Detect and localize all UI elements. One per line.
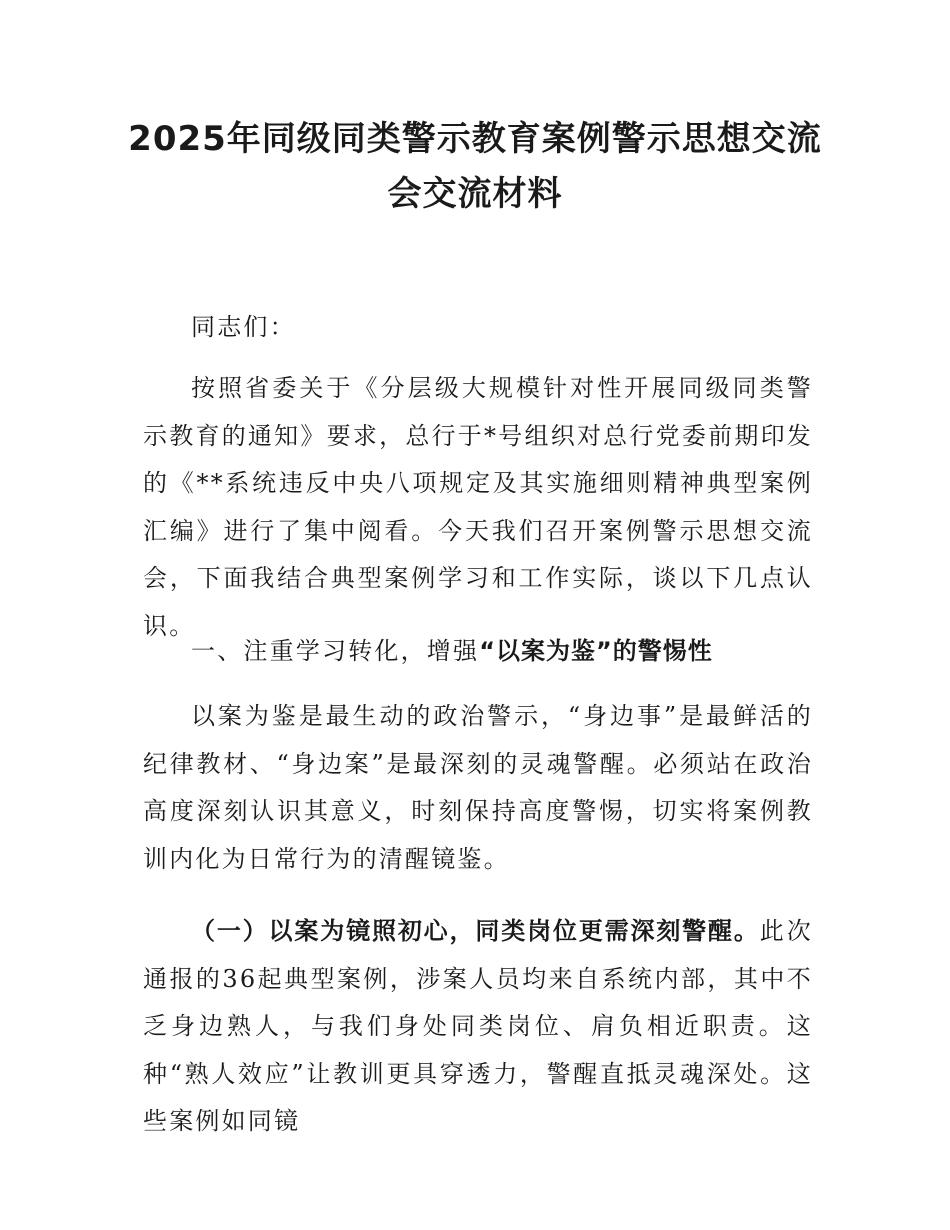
title-line-2: 会交流材料 [387, 174, 563, 214]
section-heading-1-emphasis: “以案为鉴”的警惕性 [479, 637, 713, 665]
salutation: 同志们： [191, 313, 296, 341]
section-heading-1 [143, 628, 813, 676]
title-line-1: 2025年同级同类警示教育案例警示思想交流 [128, 119, 822, 159]
subsection-1-lead: （一）以案为镜照初心，同类岗位更需深刻警醒。 [191, 917, 760, 945]
paragraph-section-1: 以案为鉴是最生动的政治警示，“身边事”是最鲜活的纪律教材、“身边案”是最深刻的灵魂警醒。必须站在政治高度深刻认识其意义，时刻保持高度警惕，切实将案例教训内化为日常行为的清醒镜鉴。 [143, 702, 813, 873]
paragraph-subsection-1 [143, 908, 813, 1146]
subsection-1-body: 此次通报的36起典型案例，涉案人员均来自系统内部，其中不乏身边熟人，与我们身处同类岗位、肩负相近职责。这种“熟人效应”让教训更具穿透力，警醒直抵灵魂深处。这些案例如同镜 [143, 917, 814, 1135]
paragraph-intro: 按照省委关于《分层级大规模针对性开展同级同类警示教育的通知》要求，总行于*号组织对总行党委前期印发的《**系统违反中央八项规定及其实施细则精神典型案例汇编》进行了集中阅看。今天我们召开案例警示思想交流会，下面我结合典型案例学习和工作实际，谈以下几点认识。 [143, 374, 813, 640]
section-heading-1-prefix: 一、注重学习转化，增强 [191, 637, 480, 665]
document-title [120, 112, 830, 222]
